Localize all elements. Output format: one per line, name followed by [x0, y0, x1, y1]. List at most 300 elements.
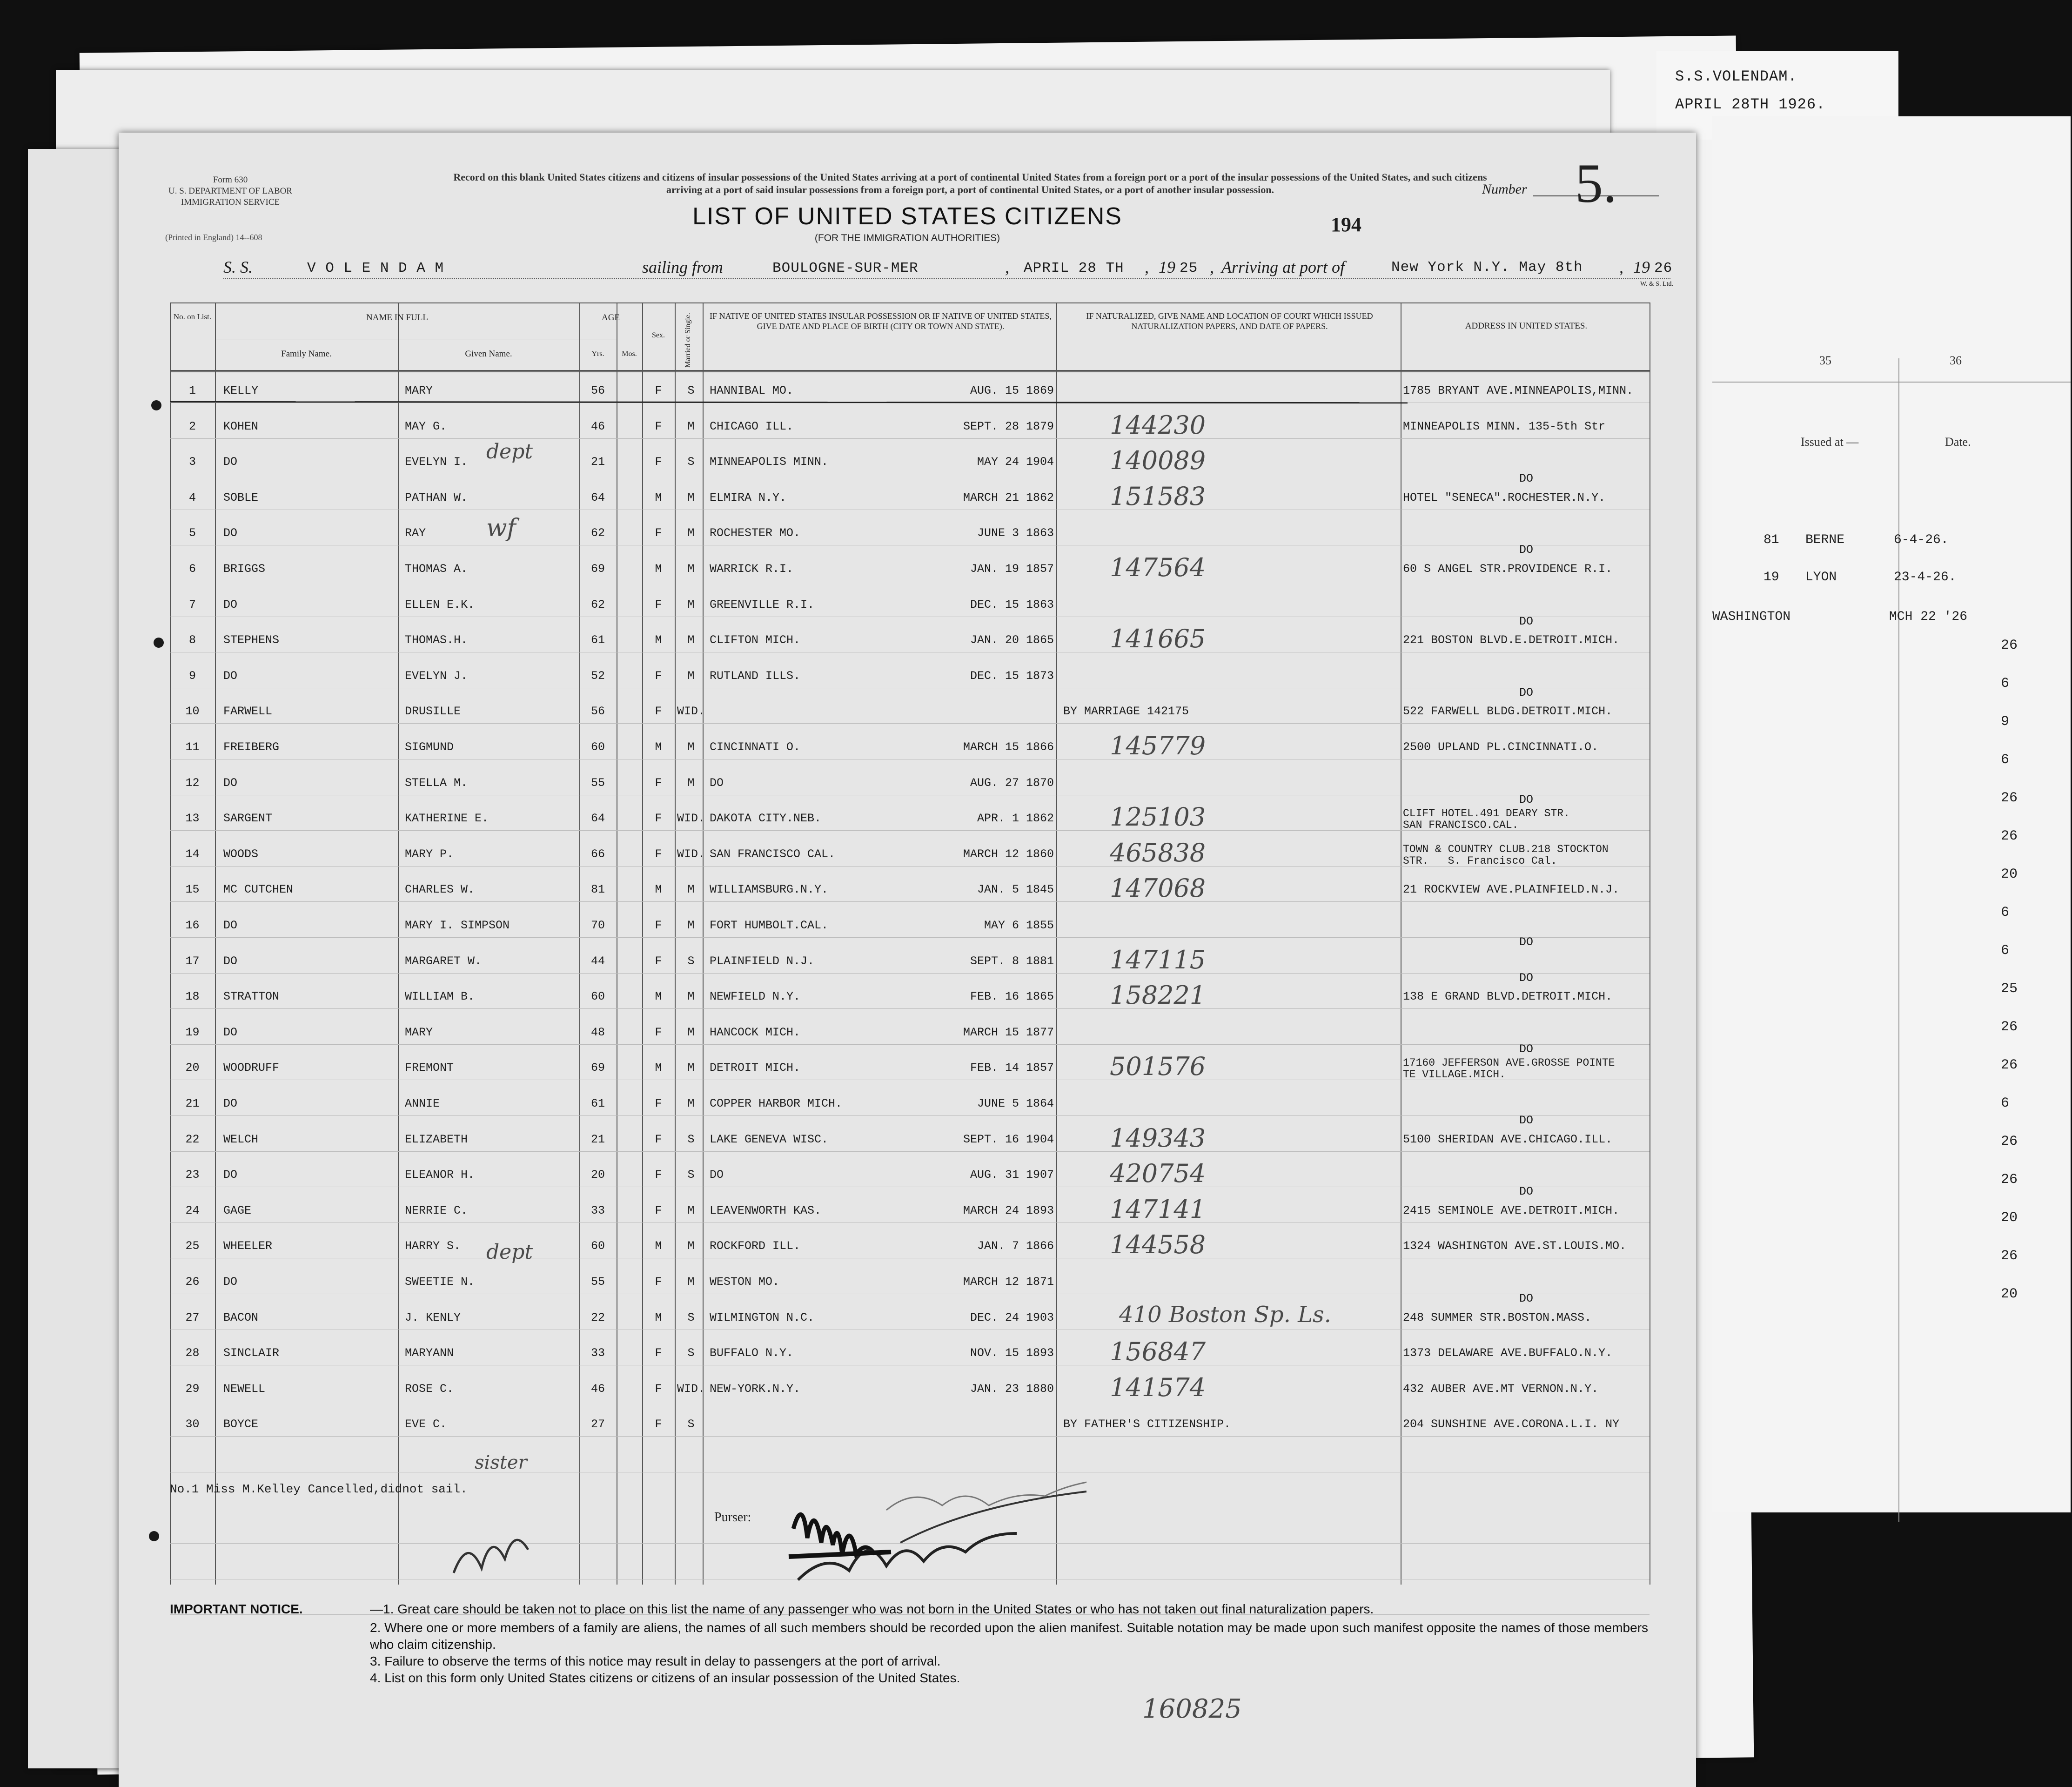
cell-given: MARY [405, 384, 433, 397]
cell-ms: M [687, 1097, 695, 1110]
cell-family: NEWELL [223, 1382, 266, 1396]
header-years: Yrs. [591, 350, 604, 358]
cell-place: BUFFALO N.Y. [710, 1346, 794, 1360]
cell-no: 24 [185, 1203, 200, 1217]
cell-place: LEAVENWORTH KAS. [710, 1203, 822, 1217]
cell-date: MAY 24 1904 [977, 455, 1054, 469]
cell-sex: M [655, 1061, 662, 1075]
header-family-name: Family Name. [281, 349, 332, 359]
cell-ms: M [687, 490, 695, 504]
cell-ms: WID. [677, 847, 705, 861]
cell-addr: 204 SUNSHINE AVE.CORONA.L.I. NY [1403, 1418, 1620, 1431]
edge-date-fragment: 20 [2001, 1286, 2018, 1302]
cell-date: AUG. 31 1907 [970, 1168, 1054, 1182]
handwritten-cert-number: 160825 [1142, 1694, 1242, 1724]
cell-place: DETROIT MICH. [710, 1061, 801, 1075]
cell-place: ROCHESTER MO. [710, 526, 801, 540]
cell-place: DO [710, 1168, 724, 1182]
cell-no: 18 [185, 990, 200, 1004]
cell-addr: DO [1519, 614, 1533, 628]
cell-place: FORT HUMBOLT.CAL. [710, 919, 829, 932]
ship-name: V O L E N D A M [307, 260, 444, 276]
cell-age: 33 [590, 1203, 605, 1217]
cell-place: PLAINFIELD N.J. [710, 954, 815, 968]
cell-age: 46 [590, 1382, 605, 1396]
cell-no: 3 [188, 455, 196, 469]
cell-addr: HOTEL "SENECA".ROCHESTER.N.Y. [1403, 490, 1606, 504]
cell-nat: 156847 [1110, 1337, 1206, 1367]
cell-date: DEC. 24 1903 [970, 1310, 1054, 1324]
issued-entry-no: 19 [1764, 570, 1779, 584]
cell-given: PATHAN W. [405, 490, 468, 504]
edge-date-fragment: 26 [2001, 1019, 2018, 1035]
cell-place: WESTON MO. [710, 1275, 780, 1289]
cell-age: 21 [590, 455, 605, 469]
cell-no: 7 [188, 598, 196, 611]
edge-date-fragment: 6 [2001, 905, 2010, 920]
cell-addr: DO [1519, 793, 1533, 806]
cancellation-note: No.1 Miss M.Kelley Cancelled,didnot sail. [170, 1482, 468, 1496]
cell-ms: M [687, 1239, 695, 1253]
cell-ms: S [687, 1168, 695, 1182]
cell-sex: F [655, 776, 662, 790]
cell-nat: 501576 [1110, 1052, 1206, 1082]
cell-given: MARGARET W. [405, 954, 482, 968]
department: U. S. DEPARTMENT OF LABOR [168, 186, 292, 196]
cell-no: 12 [185, 776, 200, 790]
handwritten-annotation: sister [475, 1452, 527, 1473]
cell-addr: TOWN & COUNTRY CLUB.218 STOCKTON STR. S. Francisco Cal. [1403, 843, 1609, 867]
header-address: ADDRESS IN UNITED STATES. [1465, 321, 1588, 331]
edge-date-fragment: 9 [2001, 714, 2010, 730]
cell-place: HANCOCK MICH. [710, 1025, 801, 1039]
header-no: No. on List. [173, 312, 212, 321]
table-row [170, 481, 1650, 526]
notice-item: —1. Great care should be taken not to place on this list the name of any passenger who was not born in the United States or who has not taken out final naturalization papers. [370, 1602, 1374, 1616]
cell-no: 4 [188, 490, 196, 504]
cell-no: 28 [185, 1346, 200, 1360]
cell-no: 2 [188, 419, 196, 433]
cell-sex: F [655, 1097, 662, 1110]
cell-no: 21 [185, 1097, 200, 1110]
edge-date-fragment: 26 [2001, 1248, 2018, 1264]
cell-ms: M [687, 1061, 695, 1075]
departure-year: 25 [1180, 260, 1198, 276]
cell-no: 15 [185, 883, 200, 897]
notice-item: 2. Where one or more members of a family are aliens, the names of all such members should be recorded upon the alien manifest. Suitable notation may be made upon such manifest opposite the names of those members who claim citizenship. [370, 1620, 1649, 1652]
cell-no: 27 [185, 1310, 200, 1324]
cell-ms: S [687, 1418, 695, 1431]
cell-date: MARCH 15 1877 [963, 1025, 1054, 1039]
cell-date: DEC. 15 1863 [970, 598, 1054, 611]
cell-sex: F [655, 526, 662, 540]
cell-ms: S [687, 954, 695, 968]
departure-date: APRIL 28 TH [1024, 260, 1124, 276]
cell-addr: 221 BOSTON BLVD.E.DETROIT.MICH. [1403, 633, 1620, 647]
cell-ms: M [687, 1275, 695, 1289]
cell-ms: S [687, 455, 695, 469]
cell-family: DO [223, 598, 238, 611]
cell-date: SEPT. 28 1879 [963, 419, 1054, 433]
cell-addr: DO [1519, 472, 1533, 486]
cell-sex: M [655, 562, 662, 576]
cell-age: 60 [590, 990, 605, 1004]
cell-sex: F [655, 1025, 662, 1039]
cell-given: DRUSILLE [405, 705, 461, 719]
table-row [170, 553, 1650, 598]
issued-entry-place: LYON [1805, 570, 1837, 584]
cell-ms: WID. [677, 812, 705, 826]
cell-ms: M [687, 633, 695, 647]
cell-nat: 144230 [1110, 410, 1206, 440]
cell-date: JAN. 23 1880 [970, 1382, 1054, 1396]
cell-given: EVELYN I. [405, 455, 468, 469]
cell-sex: F [655, 954, 662, 968]
cell-age: 69 [590, 1061, 605, 1075]
cell-no: 16 [185, 919, 200, 932]
edge-date-fragment: 26 [2001, 1134, 2018, 1149]
cell-family: FARWELL [223, 705, 273, 719]
departure-port: BOULOGNE-SUR-MER [772, 260, 919, 276]
cell-ms: M [687, 419, 695, 433]
arriving-label: Arriving at port of [1221, 258, 1345, 276]
table-row [170, 1372, 1650, 1418]
cell-ms: S [687, 1310, 695, 1324]
cell-sex: M [655, 990, 662, 1004]
cell-date: NOV. 15 1893 [970, 1346, 1054, 1360]
cell-family: DO [223, 919, 238, 932]
cell-age: 64 [590, 812, 605, 826]
cell-place: DO [710, 776, 724, 790]
cell-addr: 2500 UPLAND PL.CINCINNATI.O. [1403, 740, 1599, 754]
edge-date-fragment: 26 [2001, 828, 2018, 844]
cell-addr: DO [1519, 935, 1533, 949]
cell-given: ELEANOR H. [405, 1168, 475, 1182]
cell-addr: DO [1519, 543, 1533, 557]
cell-nat: 158221 [1110, 981, 1206, 1010]
date-label: Date. [1945, 435, 1971, 449]
cell-addr: 21 ROCKVIEW AVE.PLAINFIELD.N.J. [1403, 883, 1620, 897]
cell-family: DO [223, 1275, 238, 1289]
cell-age: 20 [590, 1168, 605, 1182]
arrival-port: New York N.Y. May 8th [1391, 259, 1583, 275]
cell-age: 48 [590, 1025, 605, 1039]
table-row [170, 981, 1650, 1025]
cell-sex: F [655, 1346, 662, 1360]
cell-place: SAN FRANCISCO CAL. [710, 847, 836, 861]
header-married-single: Married or Single. [684, 313, 692, 368]
cell-date: JAN. 7 1866 [977, 1239, 1054, 1253]
cell-addr: 1785 BRYANT AVE.MINNEAPOLIS,MINN. [1403, 384, 1634, 397]
cell-family: STRATTON [223, 990, 280, 1004]
cell-addr: 60 S ANGEL STR.PROVIDENCE R.I. [1403, 562, 1613, 576]
punch-hole [154, 638, 164, 648]
table-row [170, 731, 1650, 776]
cell-date: DEC. 15 1873 [970, 669, 1054, 683]
cell-no: 19 [185, 1025, 200, 1039]
ss-label: S. S. [223, 258, 253, 276]
printed-note: (Printed in England) 14--608 [165, 233, 262, 242]
cell-given: CHARLES W. [405, 883, 475, 897]
cell-given: MARY I. SIMPSON [405, 919, 510, 932]
cell-ms: M [687, 1203, 695, 1217]
table-top-rule [170, 302, 1650, 303]
issued-entry-place: BERNE [1805, 533, 1845, 547]
cell-ms: S [687, 1132, 695, 1146]
cell-place: ELMIRA N.Y. [710, 490, 787, 504]
cell-nat: BY FATHER'S CITIZENSHIP. [1063, 1418, 1231, 1431]
cell-no: 29 [185, 1382, 200, 1396]
header-months: Mos. [622, 350, 637, 358]
cell-family: WOODRUFF [223, 1061, 280, 1075]
cell-age: 27 [590, 1418, 605, 1431]
notice-heading: IMPORTANT NOTICE. [170, 1602, 303, 1616]
cell-place: WARRICK R.I. [710, 562, 794, 576]
cell-family: BRIGGS [223, 562, 266, 576]
purser-label: Purser: [714, 1510, 751, 1525]
cell-place: ROCKFORD ILL. [710, 1239, 801, 1253]
cell-age: 81 [590, 883, 605, 897]
cell-family: DO [223, 526, 238, 540]
page-number: 194 [1331, 213, 1361, 236]
edge-date-fragment: 6 [2001, 752, 2010, 768]
cell-sex: M [655, 490, 662, 504]
citizens-list-form [119, 133, 1696, 1787]
cell-place: CINCINNATI O. [710, 740, 801, 754]
cell-age: 55 [590, 776, 605, 790]
cell-date: MARCH 12 1860 [963, 847, 1054, 861]
cell-family: DO [223, 1025, 238, 1039]
cell-ms: M [687, 598, 695, 611]
cell-place: CHICAGO ILL. [710, 419, 794, 433]
issued-entry-place: WASHINGTON [1712, 610, 1791, 624]
cell-place: HANNIBAL MO. [710, 384, 794, 397]
cell-addr: 248 SUMMER STR.BOSTON.MASS. [1403, 1310, 1592, 1324]
cell-addr: DO [1519, 685, 1533, 699]
edge-date-fragment: 26 [2001, 790, 2018, 806]
issued-entry-date: MCH 22 '26 [1889, 610, 1968, 624]
cell-addr: 522 FARWELL BLDG.DETROIT.MICH. [1403, 705, 1613, 719]
cell-date: MARCH 21 1862 [963, 490, 1054, 504]
cell-ms: WID. [677, 1382, 705, 1396]
cell-given: RAY [405, 526, 426, 540]
cell-family: SOBLE [223, 490, 259, 504]
number-label: Number [1482, 181, 1527, 197]
cell-ms: WID. [677, 705, 705, 719]
cell-family: WHEELER [223, 1239, 273, 1253]
cell-family: KELLY [223, 384, 259, 397]
cell-ms: S [687, 1346, 695, 1360]
cell-age: 22 [590, 1310, 605, 1324]
cell-date: MARCH 15 1866 [963, 740, 1054, 754]
cell-given: ANNIE [405, 1097, 440, 1110]
cell-age: 60 [590, 1239, 605, 1253]
cell-addr: 432 AUBER AVE.MT VERNON.N.Y. [1403, 1382, 1599, 1396]
cell-age: 46 [590, 419, 605, 433]
cell-sex: F [655, 1418, 662, 1431]
cell-age: 62 [590, 526, 605, 540]
table-header-rule [170, 370, 1650, 371]
cell-sex: F [655, 1168, 662, 1182]
cell-sex: F [655, 1132, 662, 1146]
cell-ms: M [687, 669, 695, 683]
cell-ms: M [687, 562, 695, 576]
table-row [170, 669, 1650, 705]
cell-nat: 147068 [1110, 873, 1206, 903]
year-prefix: 19 [1159, 258, 1175, 276]
cell-given: FREMONT [405, 1061, 454, 1075]
header-naturalized: IF NATURALIZED, GIVE NAME AND LOCATION OF COURT WHICH ISSUED NATURALIZATION PAPERS, AND DATE OF PAPERS. [1086, 311, 1373, 331]
cell-addr: 2415 SEMINOLE AVE.DETROIT.MICH. [1403, 1203, 1620, 1217]
table-row [170, 1052, 1650, 1096]
arrival-year: 26 [1654, 260, 1673, 276]
service: IMMIGRATION SERVICE [181, 197, 280, 207]
cell-nat: 147115 [1110, 945, 1206, 974]
cell-sex: M [655, 740, 662, 754]
form-title: LIST OF UNITED STATES CITIZENS [692, 203, 1122, 230]
cell-sex: F [655, 455, 662, 469]
cell-given: SWEETIE N. [405, 1275, 475, 1289]
form-subtitle: (FOR THE IMMIGRATION AUTHORITIES) [814, 233, 1000, 243]
cell-given: ELIZABETH [405, 1132, 468, 1146]
table-row [170, 624, 1650, 669]
cell-date: JUNE 3 1863 [977, 526, 1054, 540]
header-rule [1712, 382, 2071, 383]
cell-family: DO [223, 954, 238, 968]
cell-no: 9 [188, 669, 196, 683]
issued-entry-date: 6-4-26. [1894, 533, 1949, 547]
cell-sex: F [655, 919, 662, 932]
cell-given: KATHERINE E. [405, 812, 489, 826]
edge-date-fragment: 20 [2001, 1210, 2018, 1226]
cell-addr: 1324 WASHINGTON AVE.ST.LOUIS.MO. [1403, 1239, 1627, 1253]
cell-nat: 149343 [1110, 1123, 1206, 1153]
cell-date: AUG. 27 1870 [970, 776, 1054, 790]
cell-sex: F [655, 419, 662, 433]
cell-no: 5 [188, 526, 196, 540]
cell-no: 26 [185, 1275, 200, 1289]
record-instructions: Record on this blank United States citizens and citizens of insular possessions of the United States arriving at a port of continental United States from a foreign port or a port of the insular possessions of the United States, and such citizens arriving at a port of said insular possessions from a foreign port, a port of continental United States, or a port of another insular possession. [453, 171, 1487, 195]
issued-at-label: Issued at — [1801, 435, 1859, 449]
cell-nat: 465838 [1110, 838, 1206, 867]
handwritten-mark [877, 1473, 1110, 1529]
cell-addr: 138 E GRAND BLVD.DETROIT.MICH. [1403, 990, 1613, 1004]
cell-no: 30 [185, 1418, 200, 1431]
handwritten-mark [444, 1508, 537, 1587]
cell-ms: M [687, 1025, 695, 1039]
handwritten-annotation: wf [486, 514, 516, 542]
cell-date: SEPT. 8 1881 [970, 954, 1054, 968]
edge-date-fragment: 6 [2001, 1095, 2010, 1111]
cell-no: 6 [188, 562, 196, 576]
cell-ms: M [687, 990, 695, 1004]
year-prefix: 19 [1633, 258, 1650, 276]
cell-family: MC CUTCHEN [223, 883, 294, 897]
form-number: Form 630 [213, 175, 248, 185]
cell-place: WILLIAMSBURG.N.Y. [710, 883, 829, 897]
cell-sex: F [655, 1382, 662, 1396]
cell-date: MARCH 24 1893 [963, 1203, 1054, 1217]
cell-family: DO [223, 455, 238, 469]
cell-date: JUNE 5 1864 [977, 1097, 1054, 1110]
cell-place: COPPER HARBOR MICH. [710, 1097, 843, 1110]
cell-given: THOMAS A. [405, 562, 468, 576]
cell-date: AUG. 15 1869 [970, 384, 1054, 397]
cell-addr: DO [1519, 1185, 1533, 1199]
cell-family: BOYCE [223, 1418, 259, 1431]
punch-hole [149, 1531, 159, 1541]
cell-sex: F [655, 1203, 662, 1217]
cell-family: BACON [223, 1310, 259, 1324]
cell-ms: M [687, 919, 695, 932]
cell-family: DO [223, 669, 238, 683]
cell-addr: 1373 DELAWARE AVE.BUFFALO.N.Y. [1403, 1346, 1613, 1360]
cell-age: 21 [590, 1132, 605, 1146]
cell-sex: F [655, 812, 662, 826]
cell-addr: DO [1519, 1114, 1533, 1127]
cell-given: SIGMUND [405, 740, 454, 754]
passenger-table [170, 302, 1650, 1633]
cell-addr: CLIFT HOTEL.491 DEARY STR. SAN FRANCISCO.CAL. [1403, 807, 1570, 832]
cell-family: GAGE [223, 1203, 252, 1217]
cell-nat: 125103 [1110, 802, 1206, 832]
cell-given: ELLEN E.K. [405, 598, 475, 611]
voyage-rule [223, 278, 1670, 279]
table-row [170, 873, 1650, 918]
cell-given: MARYANN [405, 1346, 454, 1360]
cell-place: NEW-YORK.N.Y. [710, 1382, 801, 1396]
cell-sex: F [655, 1275, 662, 1289]
cell-nat: 147141 [1110, 1194, 1206, 1224]
handwritten-annotation: dept [486, 1240, 533, 1264]
cell-no: 11 [185, 740, 200, 754]
cell-age: 33 [590, 1346, 605, 1360]
cell-place: WILMINGTON N.C. [710, 1310, 815, 1324]
cell-date: MARCH 12 1871 [963, 1275, 1054, 1289]
cell-place: MINNEAPOLIS MINN. [710, 455, 829, 469]
notice-item: 4. List on this form only United States citizens or citizens of an insular possession of the United States. [370, 1671, 960, 1685]
cell-sex: F [655, 669, 662, 683]
table-row [170, 1418, 1650, 1453]
cell-no: 10 [185, 705, 200, 719]
strip-date: APRIL 28TH 1926. [1675, 96, 1826, 113]
cell-nat: 410 Boston Sp. Ls. [1119, 1301, 1331, 1328]
cell-no: 8 [188, 633, 196, 647]
cell-family: DO [223, 1168, 238, 1182]
cell-no: 14 [185, 847, 200, 861]
cell-place: NEWFIELD N.Y. [710, 990, 801, 1004]
edge-date-fragment: 26 [2001, 1172, 2018, 1188]
cell-no: 13 [185, 812, 200, 826]
col-36-label: 36 [1950, 354, 1962, 367]
cell-given: MARY P. [405, 847, 454, 861]
cell-nat: 140089 [1110, 446, 1206, 476]
cell-ms: M [687, 526, 695, 540]
cell-age: 61 [590, 1097, 605, 1110]
cell-no: 25 [185, 1239, 200, 1253]
cell-given: J. KENLY [405, 1310, 461, 1324]
cell-ms: S [687, 384, 695, 397]
cell-addr: DO [1519, 971, 1533, 985]
cell-ms: M [687, 776, 695, 790]
cell-place: DAKOTA CITY.NEB. [710, 812, 822, 826]
cell-addr: DO [1519, 1292, 1533, 1305]
col-35-label: 35 [1819, 354, 1831, 367]
cell-family: DO [223, 776, 238, 790]
sailing-from-label: sailing from [642, 258, 723, 276]
cell-sex: M [655, 883, 662, 897]
cell-no: 22 [185, 1132, 200, 1146]
